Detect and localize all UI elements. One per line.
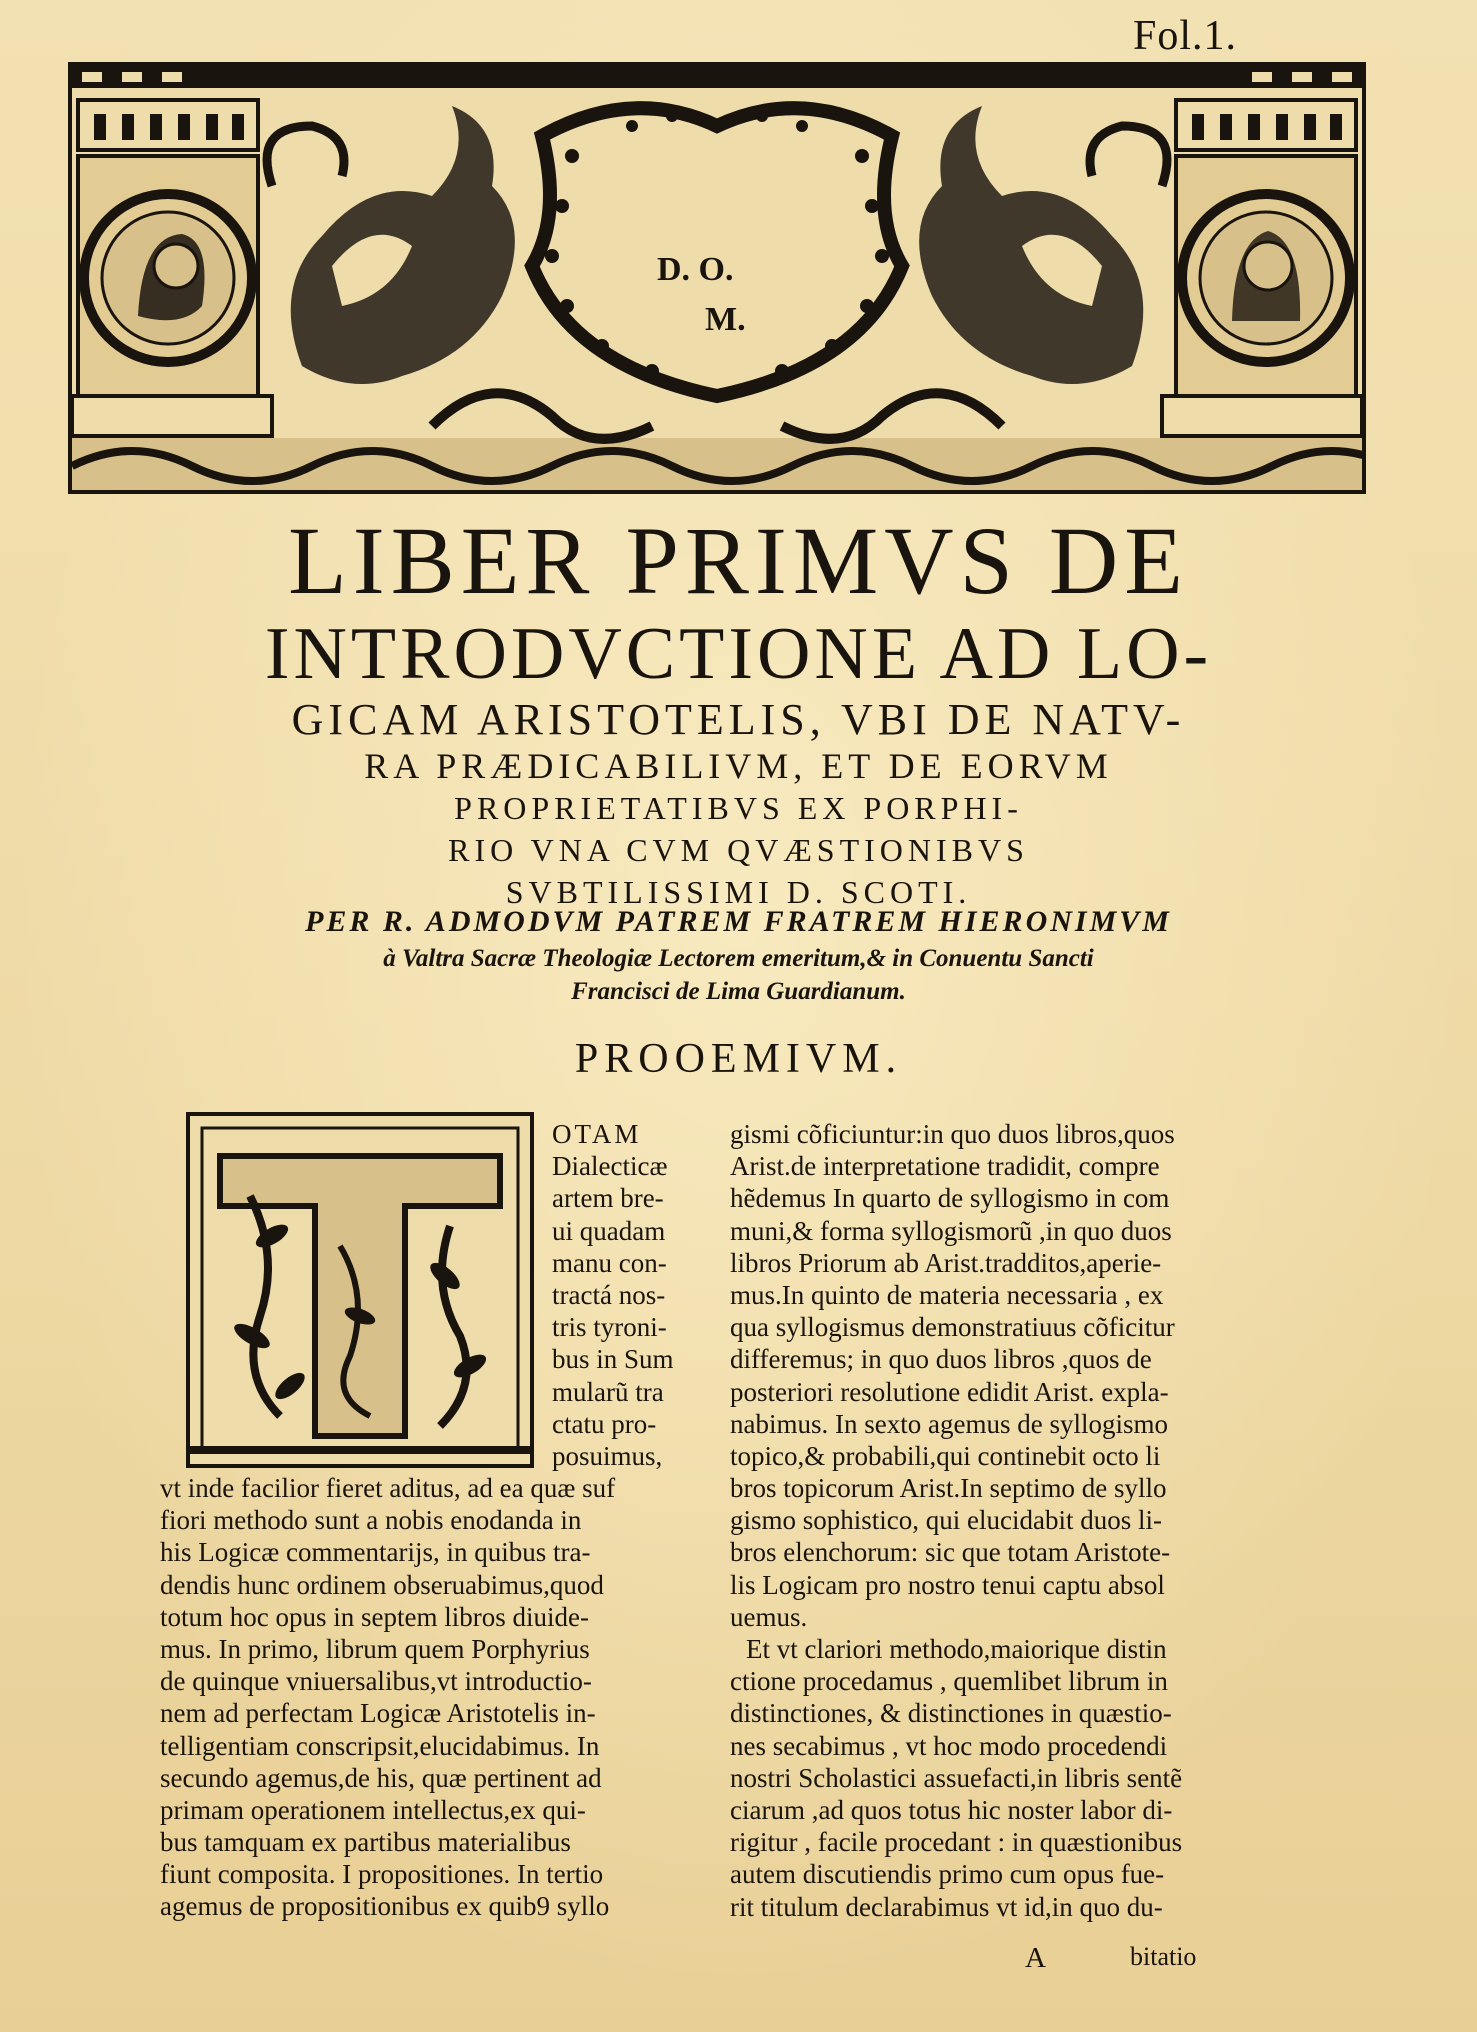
text-line: de quinque vniuersalibus,vt introductio- [160, 1666, 592, 1697]
decorated-initial-T [186, 1112, 534, 1468]
text-line: bus tamquam ex partibus materialibus [160, 1827, 571, 1858]
cartouche-letters-top: D. O. [657, 251, 734, 288]
text-line: Arist.de interpretatione tradidit, compre [730, 1151, 1160, 1182]
text-line: telligentiam conscripsit,elucidabimus. In [160, 1730, 600, 1761]
author-line-3: Francisci de Lima Guardianum. [571, 978, 906, 1005]
text-line: fiunt composita. I propositiones. In tertio [160, 1859, 604, 1890]
text-line: mus. In primo, librum quem Porphyrius [160, 1633, 590, 1664]
text-line: rit titulum declarabimus vt id,in quo du- [730, 1891, 1163, 1922]
text-line: uemus. [730, 1601, 808, 1632]
text-line: bus in Sum [552, 1344, 674, 1375]
text-line: bros topicorum Arist.In septimo de syllo [730, 1473, 1167, 1504]
text-line: ctatu pro- [552, 1408, 657, 1439]
text-line: manu con- [552, 1247, 667, 1278]
text-line: artem bre- [552, 1183, 664, 1214]
text-line: lis Logicam pro nostro tenui captu absol [730, 1569, 1165, 1600]
text-line: posuimus, [552, 1440, 663, 1471]
title-line-6: RIO VNA CVM QVÆSTIONIBVS [448, 832, 1029, 868]
title-line-5: PROPRIETATIBVS EX PORPHI- [454, 790, 1023, 826]
text-line: ctione procedamus , quemlibet librum in [730, 1666, 1168, 1697]
text-line: fiori methodo sunt a nobis enodanda in [160, 1505, 582, 1536]
text-line: posteriori resolutione edidit Arist. expla- [730, 1376, 1169, 1407]
text-line: nes secabimus , vt hoc modo procedendi [730, 1730, 1168, 1761]
text-line: autem discutiendis primo cum opus fue- [730, 1859, 1165, 1890]
title-line-3: GICAM ARISTOTELIS, VBI DE NATV- [291, 695, 1186, 744]
text-line: secundo agemus,de his, quæ pertinent ad [160, 1762, 602, 1793]
text-line: Et vt clariori methodo,maiorique distin [746, 1634, 1167, 1664]
text-line: dendis hunc ordinem obseruabimus,quod [160, 1569, 604, 1600]
title-line-7: SVBTILISSIMI D. SCOTI. [505, 874, 972, 910]
title-line-2: INTRODVCTIONE AD LO- [264, 613, 1213, 695]
text-line: totum hoc opus in septem libros diuide- [160, 1601, 589, 1632]
signature-mark: A [1025, 1942, 1046, 1974]
text-line: nabimus. In sexto agemus de syllogismo [730, 1408, 1168, 1439]
text-line: differemus; in quo duos libros ,quos de [730, 1344, 1152, 1375]
text-line: distinctiones, & distinctiones in quæstio- [730, 1698, 1172, 1729]
text-line: agemus de propositionibus ex quib9 syllo [160, 1891, 610, 1922]
folio-number: Fol.1. [1132, 13, 1237, 59]
text-line: ciarum ,ad quos totus hic noster labor di- [730, 1794, 1173, 1825]
text-column-narrow [552, 1118, 702, 1472]
title-line-4: RA PRÆDICABILIVM, ET DE EORVM [364, 746, 1113, 786]
author-line-1: PER R. ADMODVM PATREM FRATREM HIERONIMVM [305, 905, 1172, 938]
text-line: libros Priorum ab Arist.tradditos,aperie- [730, 1247, 1162, 1278]
text-line: tris tyroni- [552, 1312, 667, 1343]
text-line: nem ad perfectam Logicæ Aristotelis in- [160, 1698, 596, 1729]
catchword: bitatio [1130, 1942, 1197, 1971]
cartouche-letter-bottom: M. [705, 301, 746, 338]
text-line: his Logicæ commentarijs, in quibus tra- [160, 1537, 591, 1568]
text-line: mus.In quinto de materia necessaria , ex [730, 1279, 1164, 1310]
text-line: rigitur , facile procedant : in quæstionibus [730, 1827, 1183, 1858]
text-line: Dialecticæ [552, 1151, 668, 1182]
section-heading: PROOEMIVM. [574, 1036, 903, 1082]
text-line: vt inde facilior fieret aditus, ad ea quæ suf [160, 1473, 616, 1503]
text-line: OTAM [552, 1119, 642, 1149]
text-column-right [730, 1118, 1330, 1923]
text-line: qua syllogismus demonstratiuus cõficitur [730, 1312, 1175, 1343]
woodcut-headpiece [68, 62, 1366, 494]
title-line-1: LIBER PRIMVS DE [288, 507, 1189, 614]
text-line: tractá nos- [552, 1279, 666, 1310]
text-line: primam operationem intellectus,ex qui- [160, 1794, 586, 1825]
text-line: muni,& forma syllogismorũ ,in quo duos [730, 1215, 1172, 1246]
author-line-2: à Valtra Sacræ Theologiæ Lectorem emeritum,& in Conuentu Sancti [383, 945, 1094, 972]
text-column-left [160, 1472, 700, 1923]
text-line: gismi cõficiuntur:in quo duos libros,quos [730, 1119, 1175, 1149]
text-line: bros elenchorum: sic que totam Aristote- [730, 1537, 1171, 1568]
text-line: mularũ tra [552, 1376, 664, 1407]
text-line: topico,& probabili,qui continebit octo li [730, 1440, 1161, 1471]
text-line: hẽdemus In quarto de syllogismo in com [730, 1183, 1170, 1214]
text-line: nostri Scholastici assuefacti,in libris sentẽ [730, 1762, 1183, 1793]
text-line: gismo sophistico, qui elucidabit duos li- [730, 1505, 1162, 1536]
text-line: ui quadam [552, 1215, 666, 1246]
